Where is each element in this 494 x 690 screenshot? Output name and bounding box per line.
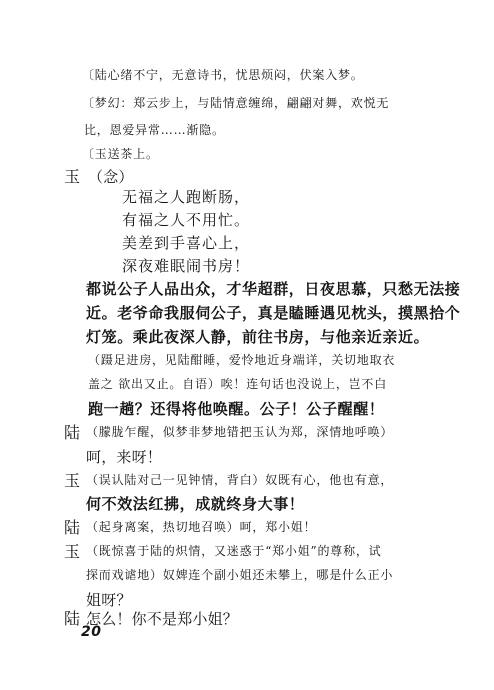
dialogue-line: 灯笼。乘此夜深人静，前往书房，与他亲近亲近。	[86, 328, 430, 346]
stage-direction-line: （蹑足进房，见陆酣睡，爱怜地近身端详，关切地取衣	[88, 353, 396, 367]
dialogue-line: 跑一趟？还得将他唤醒。公子！公子醒醒！	[88, 400, 385, 418]
speaker-label: 玉	[64, 167, 81, 186]
speaker-label: 玉	[64, 542, 81, 561]
verse-line: 无福之人跑断肠，	[122, 188, 251, 206]
speaker-label: 玉	[64, 471, 81, 490]
stage-direction-line: （既惊喜于陆的炽情，又迷惑于“郑小姐”的尊称，试	[86, 544, 382, 558]
dialogue-line: （念）	[88, 168, 134, 186]
page-number: 20	[81, 624, 102, 640]
stage-direction-line: （起身离案，热切地召唤）呵，郑小姐！	[86, 520, 317, 534]
speaker-label: 陆	[64, 423, 81, 442]
stage-direction-line: 探而戏谑地）奴婢连个副小姐还未攀上，哪是什么正小	[86, 568, 394, 582]
speaker-label: 陆	[64, 609, 81, 628]
stage-direction-line: 比，恩爱异常……渐隐。	[84, 123, 225, 137]
stage-direction-line: 〔梦幻：郑云步上，与陆情意缠绵，翩翩对舞，欢悦无	[82, 96, 390, 110]
speaker-label: 陆	[64, 518, 81, 537]
dialogue-line: 姐呀？	[86, 591, 132, 609]
dialogue-line: 何不效法红拂，成就终身大事！	[86, 495, 305, 513]
dialogue-line: 呵，来呀！	[86, 448, 163, 466]
dialogue-line: 都说公子人品出众，才华超群，日夜思慕，只愁无法接	[86, 280, 461, 298]
verse-line: 美差到手喜心上，	[122, 234, 251, 252]
dialogue-line: 怎么！你不是郑小姐？	[86, 610, 239, 628]
stage-direction-line: （朦胧乍醒，似梦非梦地错把玉认为郑，深情地呼唤）	[86, 425, 394, 439]
stage-direction-line: 〔陆心绪不宁，无意诗书，忧思烦闷，伏案入梦。	[82, 68, 364, 82]
verse-line: 深夜难眠闹书房！	[122, 257, 251, 275]
verse-line: 有福之人不用忙。	[122, 211, 251, 229]
stage-direction-line: （误认陆对己一见钟情，背白）奴既有心，他也有意，	[86, 473, 394, 487]
dialogue-line: 近。老爷命我服伺公子，真是瞌睡遇见枕头，摸黑拾个	[86, 304, 461, 322]
stage-direction-line: 〔玉送茶上。	[82, 147, 159, 161]
stage-direction-line: 盖之 欲出又止。自语）唉！连句话也没说上，岂不白	[88, 377, 388, 391]
